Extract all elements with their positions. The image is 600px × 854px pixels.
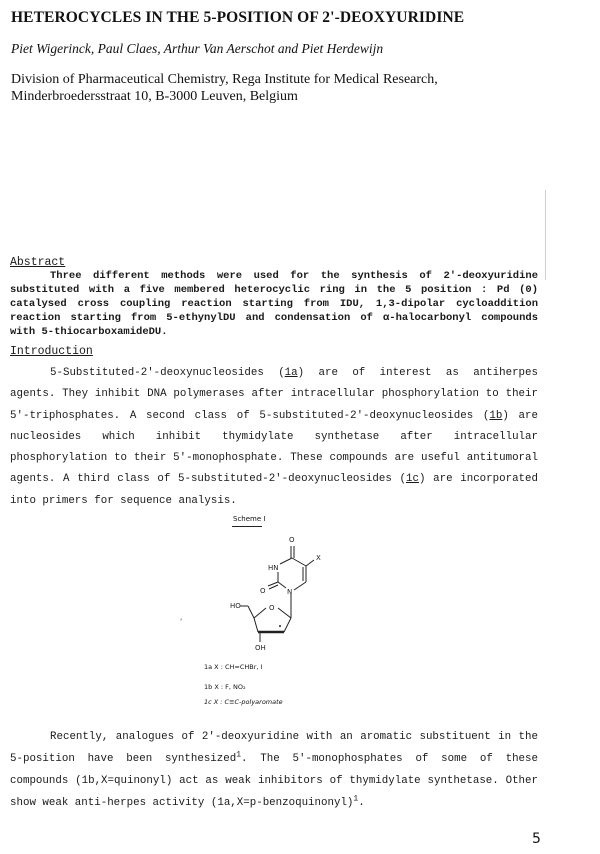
reference-superscript: 1 bbox=[353, 794, 359, 804]
compound-ref-1b: 1b bbox=[489, 409, 503, 422]
atom-o-ring: O bbox=[269, 604, 275, 612]
intro-text-part: ) are incorporated into primers for sequence analysis. bbox=[10, 473, 538, 507]
bond-c4-n3 bbox=[280, 558, 292, 564]
recent-text bbox=[10, 726, 538, 814]
atom-o-left: O bbox=[260, 587, 266, 595]
compound-ref-1a: 1a bbox=[284, 367, 298, 379]
abstract-heading: Abstract bbox=[10, 256, 66, 269]
legend-1a: 1a X : CH=CHBr, I bbox=[204, 663, 263, 671]
scan-artifact-line bbox=[545, 190, 546, 280]
atom-n1: N bbox=[287, 588, 293, 596]
affiliation-line-2: Minderbroedersstraat 10, B-3000 Leuven, Belgium bbox=[11, 89, 298, 104]
affiliation bbox=[11, 71, 591, 105]
abstract-text bbox=[10, 269, 538, 339]
scheme-label: Scheme I bbox=[233, 515, 266, 523]
atom-hn: HN bbox=[268, 564, 279, 572]
bond-o-c4prime bbox=[254, 608, 266, 618]
atom-ho: HO bbox=[230, 602, 241, 610]
recent-text-part: Recently, analogues of 2'-deoxyuridine with an aromatic substituent in the 5-position have been synthesized bbox=[10, 731, 538, 765]
bond-c2prime-c1prime bbox=[284, 618, 291, 632]
recent-paragraph bbox=[10, 726, 538, 814]
bond-c4-c5 bbox=[292, 558, 306, 566]
legend-1c: 1c X : C≡C-polyaromate bbox=[204, 698, 283, 706]
intro-text-part: ) are nucleosides which inhibit thymidylate synthetase after intracellular phosphorylation to their 5'-monophosphate. These compounds are useful antitumoral agents. A third class of 5-substituted-2'-deoxynucleosides ( bbox=[10, 409, 538, 486]
legend-1b: 1b X : F, NO₂ bbox=[204, 683, 246, 691]
intro-text-part: 5-Substituted-2'-deoxynucleosides ( bbox=[50, 367, 285, 379]
bond-c4prime-c3prime bbox=[254, 618, 258, 632]
atom-x: X bbox=[316, 554, 321, 562]
bond-c2-n1 bbox=[278, 582, 286, 588]
affiliation-line-1: Division of Pharmaceutical Chemistry, Rega Institute for Medical Research, bbox=[11, 72, 438, 87]
nucleoside-structure-diagram bbox=[200, 520, 360, 660]
page-number: 5 bbox=[532, 831, 541, 847]
introduction-paragraph bbox=[10, 363, 538, 512]
bond-c6-n1 bbox=[294, 582, 306, 590]
stereo-dot bbox=[279, 625, 281, 627]
abstract-paragraph: Three different methods were used for the synthesis of 2'-deoxyuridine substituted with a five membered heterocyclic ring in the 5 position : Pd (0) catalysed cross coupling reaction starting from IDU, 1,3-dipolar cycloaddition reaction starting from 5-ethynylDU and condensation of α-halocarbonyl compounds with 5-thiocarboxamideDU. bbox=[10, 270, 538, 338]
bond-c2-o-double bbox=[269, 585, 278, 589]
bond-c1prime-o bbox=[278, 608, 291, 618]
atom-oh: OH bbox=[255, 644, 266, 652]
introduction-heading: Introduction bbox=[10, 345, 93, 358]
recent-text-part: . bbox=[358, 797, 365, 809]
introduction-text bbox=[10, 363, 538, 512]
reference-superscript: 1 bbox=[236, 750, 242, 760]
intro-text-part: ) are of interest as antiherpes agents. They inhibit DNA polymerases after intracellular phosphorylation to their 5'-triphosphates. A second class of 5-substituted-2'-deoxynucleosides ( bbox=[10, 367, 538, 422]
paper-title: HETEROCYCLES IN THE 5-POSITION OF 2'-DEOXYURIDINE bbox=[11, 9, 465, 26]
bond-c4prime-c5prime bbox=[248, 606, 254, 618]
compound-ref-1c: 1c bbox=[405, 473, 419, 486]
bond-c5-x bbox=[306, 560, 314, 566]
atom-o-top: O bbox=[289, 536, 295, 544]
recent-text-part: . The 5'-monophosphates of some of these compounds (1b,X=quinonyl) act as weak inhibitors of thymidylate synthetase. Other show weak anti-herpes activity (1a,X=p-benzoquinonyl) bbox=[10, 753, 538, 809]
structure-bonds bbox=[240, 546, 314, 642]
author-list: Piet Wigerinck, Paul Claes, Arthur Van Aerschot and Piet Herdewijn bbox=[11, 41, 384, 56]
scan-artifact-mark: ʹ bbox=[180, 618, 183, 627]
